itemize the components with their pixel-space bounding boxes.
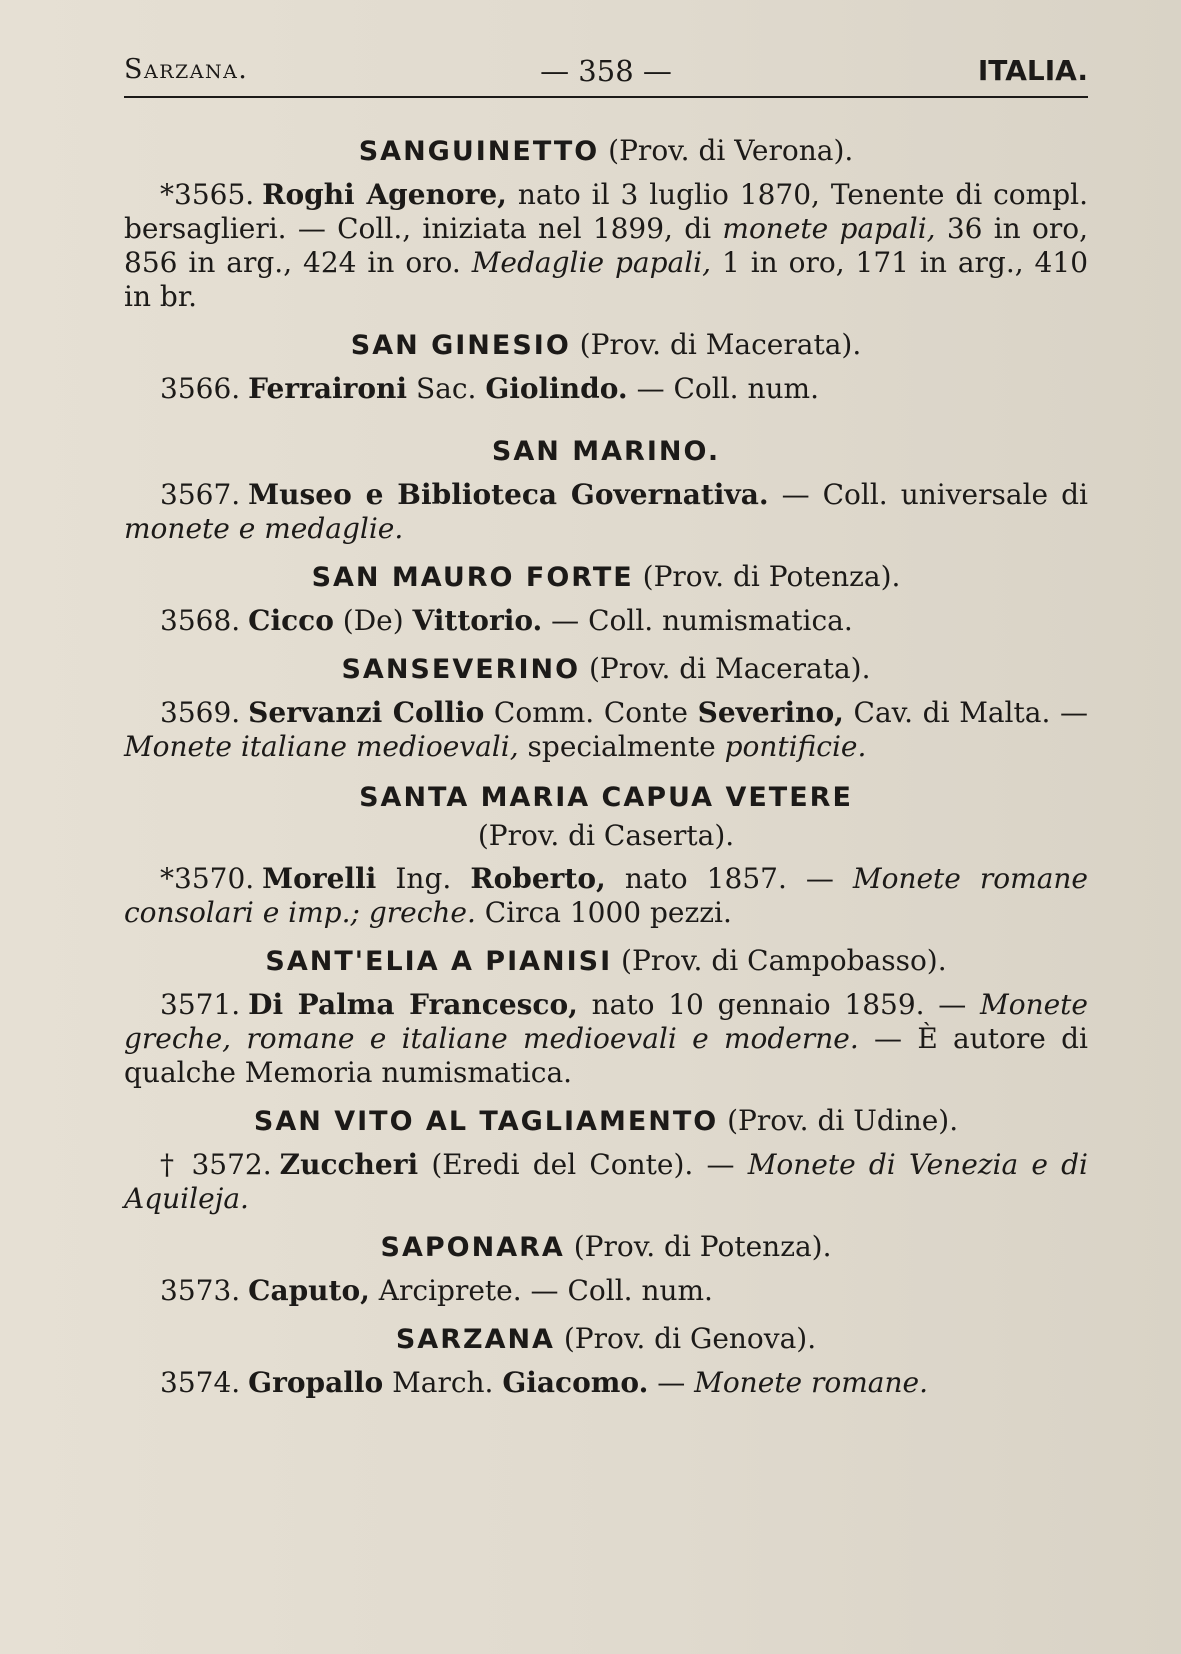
entry-text: (De)	[333, 604, 413, 637]
province-label: (Prov. di Campobasso).	[612, 944, 947, 977]
collector-name: Severino,	[697, 696, 844, 729]
collector-name: Vittorio.	[412, 604, 543, 637]
entry-number: 3569.	[160, 696, 241, 729]
collector-name: Zuccheri	[279, 1148, 419, 1181]
province-label: (Prov. di Macerata).	[570, 328, 862, 361]
collector-name: Giolindo.	[485, 372, 628, 405]
province-label: (Prov. di Macerata).	[580, 652, 871, 685]
province-label: (Prov. di Potenza).	[564, 1230, 832, 1263]
entry-number: 3566.	[160, 372, 241, 405]
collection-description: Monete greche, romane e italiane medioevali e moderne.	[124, 988, 1088, 1055]
province-label: (Prov. di Caserta).	[477, 819, 735, 852]
entry-number: 3567.	[160, 478, 241, 511]
running-head	[124, 50, 1088, 98]
entry-text: March.	[383, 1366, 503, 1399]
collector-entry	[124, 1366, 1088, 1400]
page-body	[124, 132, 1088, 1412]
collector-name: Di Palma Francesco,	[248, 988, 578, 1021]
collection-description: pontificie.	[724, 730, 867, 763]
section-heading	[124, 326, 1088, 365]
place-name: SANGUINETTO	[358, 136, 600, 167]
entry-text: nato 10 gennaio 1859. —	[577, 988, 981, 1021]
section-heading	[124, 942, 1088, 981]
collection-description: Monete romane consolari e imp.; greche.	[124, 862, 1088, 929]
section-heading	[124, 778, 1088, 855]
province-label: (Prov. di Potenza).	[633, 560, 901, 593]
entry-text: Circa 1000 pezzi.	[475, 896, 732, 929]
entry-text: — È autore di qualche Memoria numismatica.	[124, 1022, 1088, 1089]
running-head-right: ITALIA.	[977, 54, 1088, 87]
entry-text: —	[648, 1366, 695, 1399]
entry-number: 3574.	[160, 1366, 241, 1399]
collector-name: Roberto,	[470, 862, 606, 895]
place-name: SANTA MARIA CAPUA VETERE	[359, 782, 853, 813]
collection-description: monete e medaglie.	[124, 512, 404, 545]
section-heading	[124, 650, 1088, 689]
page-number: — 358 —	[540, 54, 672, 88]
entry-text: Sac.	[407, 372, 486, 405]
collector-name: Gropallo	[248, 1366, 384, 1399]
place-name: SANSEVERINO	[341, 654, 581, 685]
collection-description: Monete italiane medioevali,	[124, 730, 519, 763]
collection-description: Monete di Venezia e di Aquileja.	[124, 1148, 1089, 1215]
collector-entry	[124, 696, 1088, 764]
section-heading	[124, 1228, 1088, 1267]
province-label: (Prov. di Genova).	[554, 1322, 817, 1355]
collection-description: Medaglie papali,	[471, 246, 712, 279]
collector-name: Giacomo.	[502, 1366, 649, 1399]
collector-entry	[124, 1148, 1088, 1216]
province-label: (Prov. di Udine).	[718, 1104, 959, 1137]
collector-name: Ferraironi	[248, 372, 408, 405]
entry-text: — Coll. universale di	[768, 478, 1088, 511]
collector-name: Cicco	[248, 604, 334, 637]
collector-entry	[124, 604, 1088, 638]
collector-name: Museo e Biblioteca Governativa.	[248, 478, 769, 511]
entry-number: † 3572.	[160, 1148, 272, 1181]
place-name: SAN GINESIO	[350, 330, 571, 361]
running-head-left: Sarzana.	[124, 54, 249, 85]
entry-text: 36 in oro, 856 in arg., 424 in oro.	[124, 212, 1088, 279]
place-name: SAPONARA	[380, 1232, 565, 1263]
collector-entry	[124, 178, 1088, 314]
collector-entry	[124, 988, 1088, 1090]
collection-description: monete papali,	[722, 212, 936, 245]
entry-text: Comm. Conte	[484, 696, 698, 729]
collector-name: Servanzi Collio	[248, 696, 485, 729]
entry-number: 3571.	[160, 988, 241, 1021]
entry-number: *3565.	[160, 178, 255, 211]
section-heading	[124, 1320, 1088, 1359]
place-name: SARZANA	[395, 1324, 555, 1355]
place-name: SAN MARINO.	[491, 436, 721, 467]
section-heading	[124, 558, 1088, 597]
entry-number: 3568.	[160, 604, 241, 637]
collector-name: Roghi Agenore,	[262, 178, 507, 211]
entry-text: — Coll. num.	[627, 372, 819, 405]
collector-name: Caputo,	[248, 1274, 370, 1307]
entry-text: nato 1857. —	[605, 862, 853, 895]
collector-name: Morelli	[262, 862, 377, 895]
entry-text: (Eredi del Conte). —	[418, 1148, 748, 1181]
entry-text: 1 in oro, 171 in arg., 410 in br.	[124, 246, 1089, 313]
entry-text: Arciprete. — Coll. num.	[369, 1274, 713, 1307]
section-heading	[124, 1102, 1088, 1141]
place-name: SAN MAURO FORTE	[311, 562, 634, 593]
entry-text: specialmente	[518, 730, 725, 763]
entry-text: — Coll. numismatica.	[542, 604, 853, 637]
collection-description: Monete romane.	[694, 1366, 928, 1399]
section-heading	[124, 132, 1088, 171]
place-name: SANT'ELIA A PIANISI	[265, 946, 613, 977]
collector-entry	[124, 478, 1088, 546]
collector-entry	[124, 862, 1088, 930]
collector-entry	[124, 372, 1088, 406]
entry-text: nato il 3 luglio 1870, Tenente di compl. bersaglieri. — Coll., iniziata nel 1899, di	[124, 178, 1088, 245]
entry-text: Cav. di Malta. —	[843, 696, 1088, 729]
entry-number: 3573.	[160, 1274, 241, 1307]
place-name: SAN VITO AL TAGLIAMENTO	[253, 1106, 719, 1137]
section-heading	[124, 432, 1088, 471]
entry-number: *3570.	[160, 862, 255, 895]
entry-text: Ing.	[376, 862, 471, 895]
collector-entry	[124, 1274, 1088, 1308]
province-label: (Prov. di Verona).	[599, 134, 854, 167]
